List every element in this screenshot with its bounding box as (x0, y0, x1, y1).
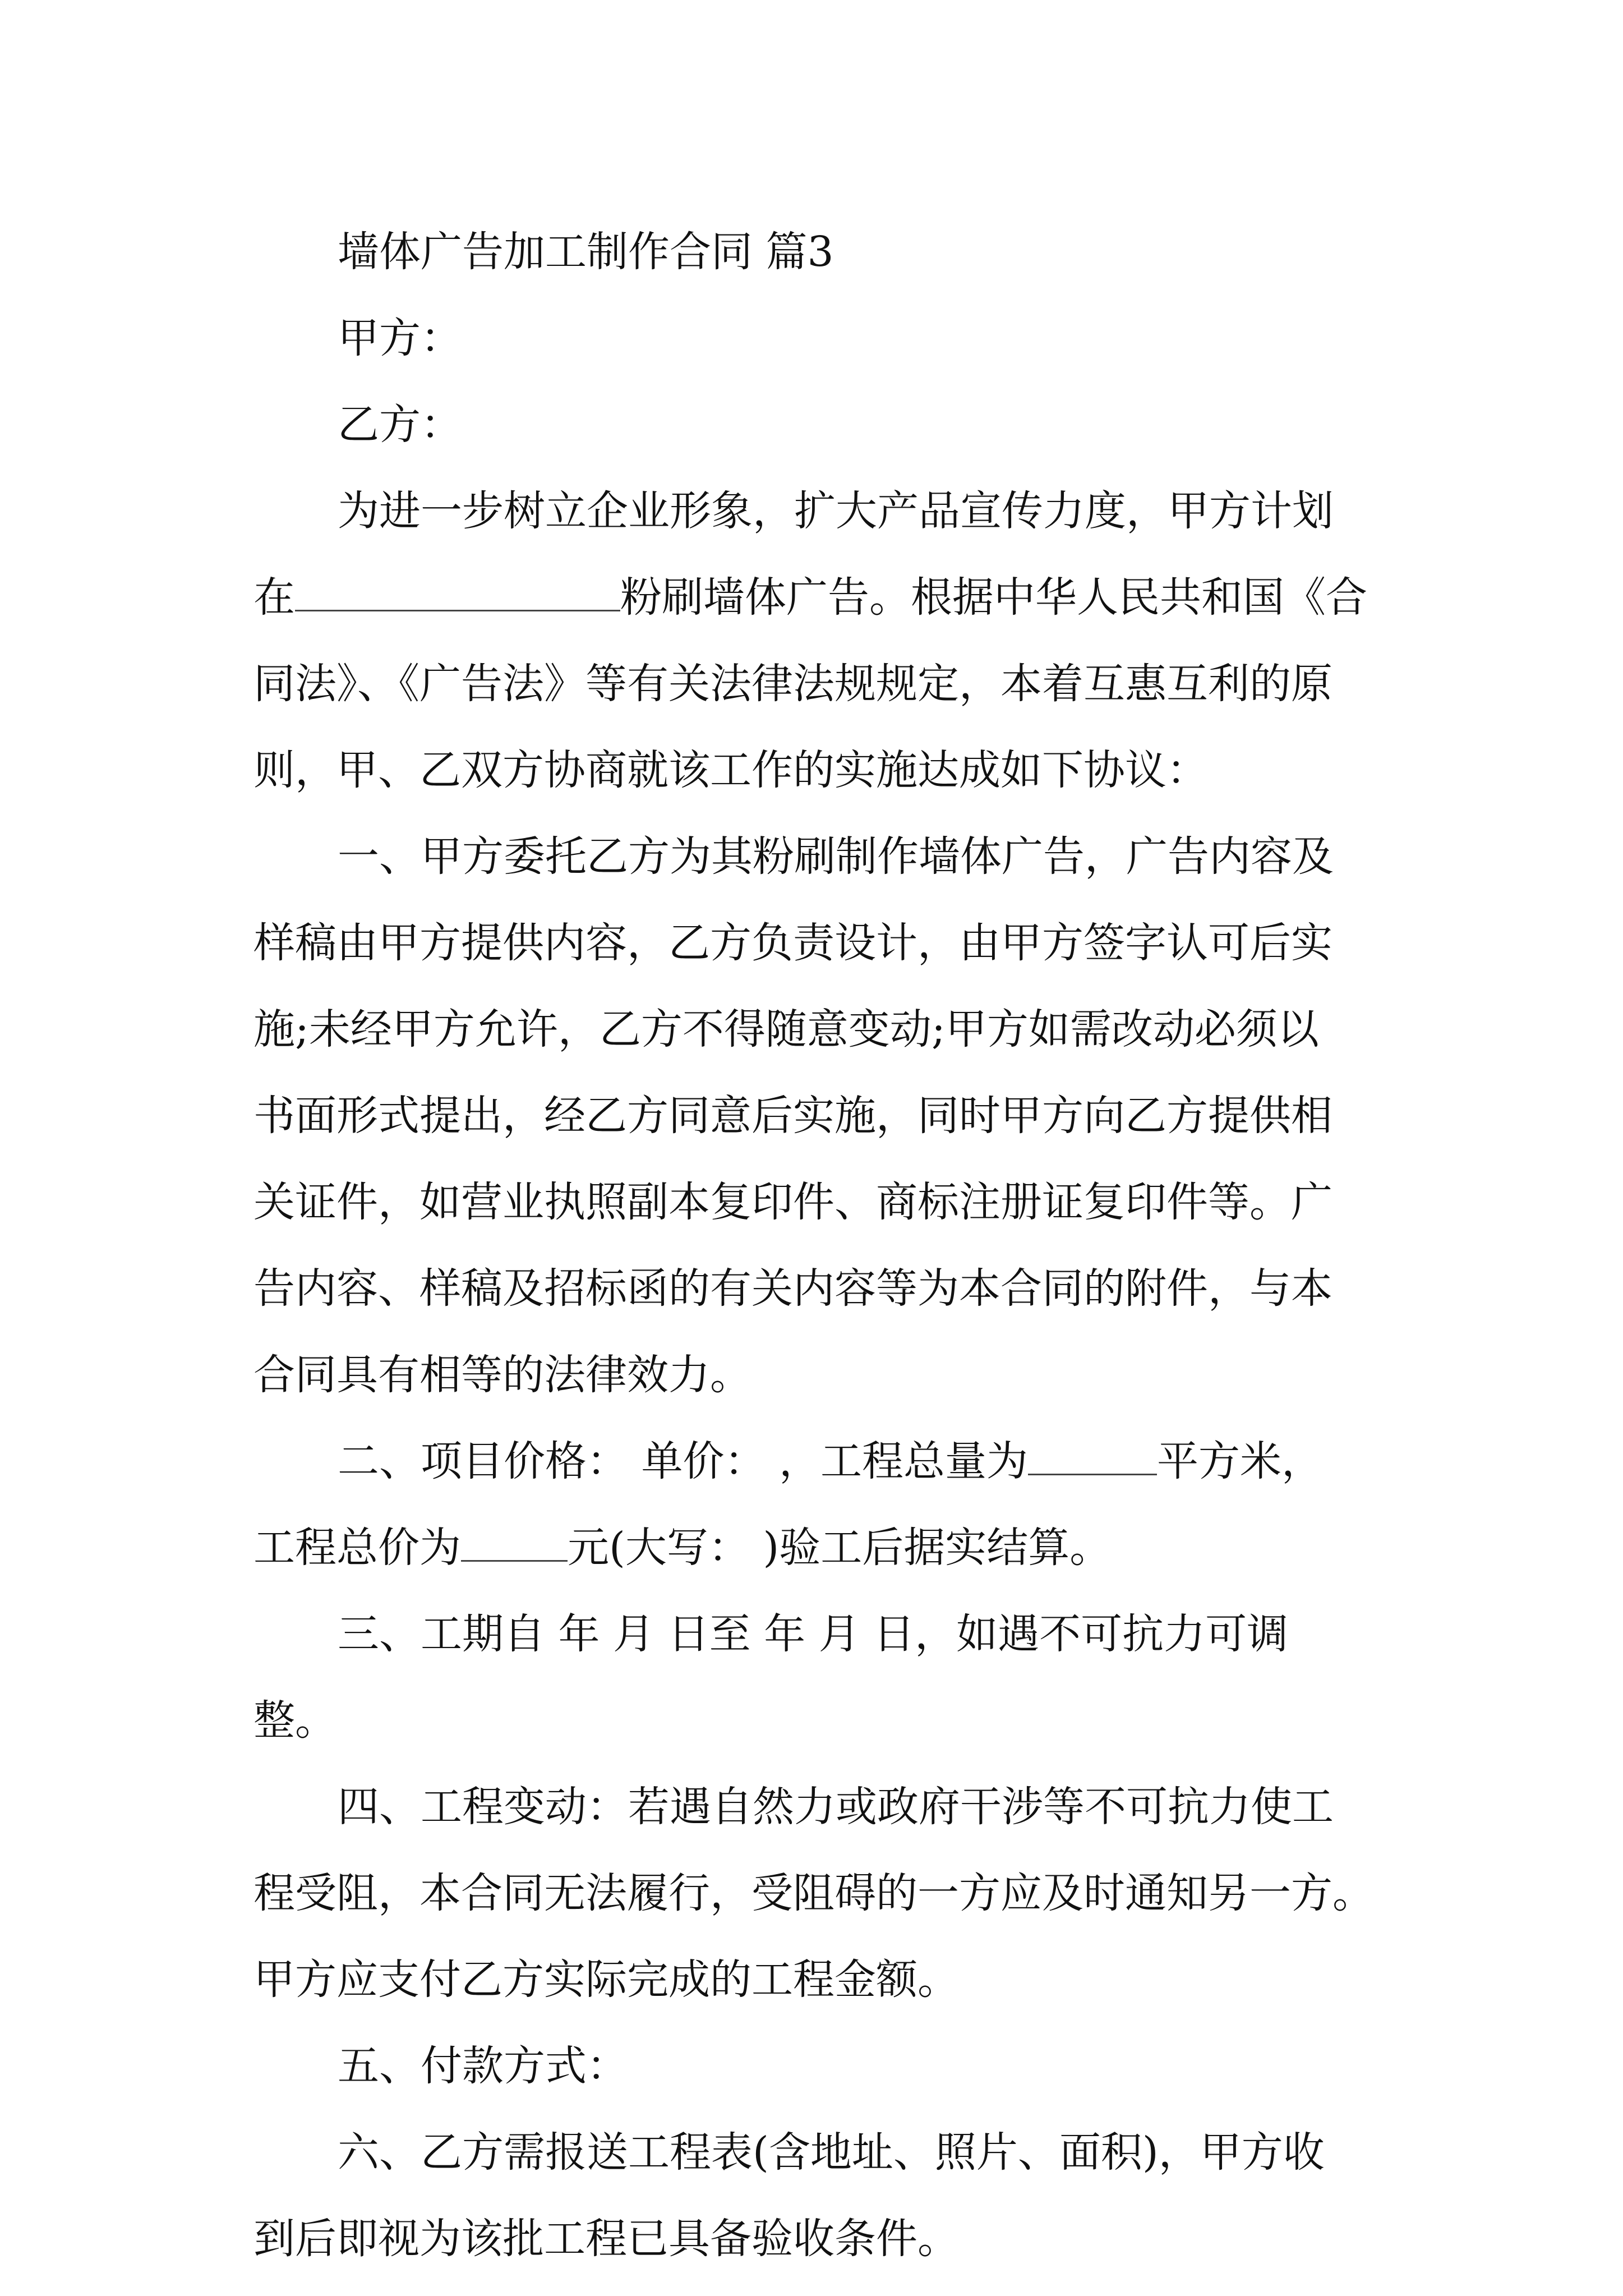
party-b-label: 乙方： (338, 401, 462, 449)
clause-4 (253, 1764, 1375, 2023)
clause-2 (253, 1418, 1375, 1591)
clause-text: 工程总价为 (253, 1524, 461, 1572)
clause-line: 告内容、样稿及招标函的有关内容等为本合同的附件，与本 (253, 1264, 1332, 1313)
clause-3 (253, 1591, 1375, 1764)
document-body (253, 209, 1375, 2282)
clause-line: 施;未经甲方允许，乙方不得随意变动;甲方如需改动必须以 (253, 1005, 1319, 1053)
clause-line: 整。 (253, 1696, 336, 1745)
intro-text: 粉刷墙体广告。根据中华人民共和国《合 (620, 573, 1367, 622)
intro-line: 为进一步树立企业形象，扩大产品宣传力度，甲方计划 (338, 487, 1334, 535)
clause-text: 平方米， (1157, 1437, 1324, 1485)
clause-line: 六、乙方需报送工程表(含地址、照片、面积)，甲方收 (338, 2128, 1325, 2177)
intro-line: 则，甲、乙双方协商就该工作的实施达成如下协议： (253, 746, 1208, 794)
clause-line: 书面形式提出，经乙方同意后实施，同时甲方向乙方提供相 (253, 1092, 1332, 1140)
clause-line (253, 1504, 1375, 1591)
clause-line: 四、工程变动：若遇自然力或政府干涉等不可抗力使工 (338, 1783, 1334, 1831)
clause-line: 甲方应支付乙方实际完成的工程金额。 (253, 1955, 959, 2004)
intro-text: 在 (253, 573, 295, 622)
clause-line: 合同具有相等的法律效力。 (253, 1351, 751, 1399)
quantity-blank (1028, 1440, 1157, 1475)
clause-line: 三、工期自 年 月 日至 年 月 日，如遇不可抗力可调 (338, 1610, 1289, 1658)
clause-line: 关证件，如营业执照副本复印件、商标注册证复印件等。广 (253, 1178, 1332, 1226)
clause-text: 二、项目价格： 单价： ，工程总量为 (338, 1437, 1029, 1485)
clause-line: 程受阻，本合同无法履行，受阻碍的一方应及时通知另一方。 (253, 1869, 1374, 1917)
clause-5: 五、付款方式： (338, 2042, 628, 2090)
total-price-blank (461, 1526, 568, 1562)
intro-line: 同法》、《广告法》等有关法律法规规定，本着互惠互利的原 (253, 660, 1332, 708)
clause-text: 元(大写： )验工后据实结算。 (568, 1524, 1112, 1572)
location-blank (295, 576, 620, 611)
clause-line: 样稿由甲方提供内容，乙方负责设计，由甲方签字认可后实 (253, 919, 1332, 967)
intro-line (253, 554, 1375, 641)
party-a-label: 甲方： (338, 314, 462, 362)
intro-paragraph (253, 468, 1375, 813)
clause-line: 一、甲方委托乙方为其粉刷制作墙体广告，广告内容及 (338, 832, 1334, 881)
document-title: 墙体广告加工制作合同 篇3 (338, 228, 834, 276)
clause-line: 到后即视为该批工程已具备验收条件。 (253, 2215, 959, 2263)
clause-1 (253, 813, 1375, 1418)
clause-line (253, 1418, 1375, 1504)
clause-6 (253, 2109, 1375, 2282)
